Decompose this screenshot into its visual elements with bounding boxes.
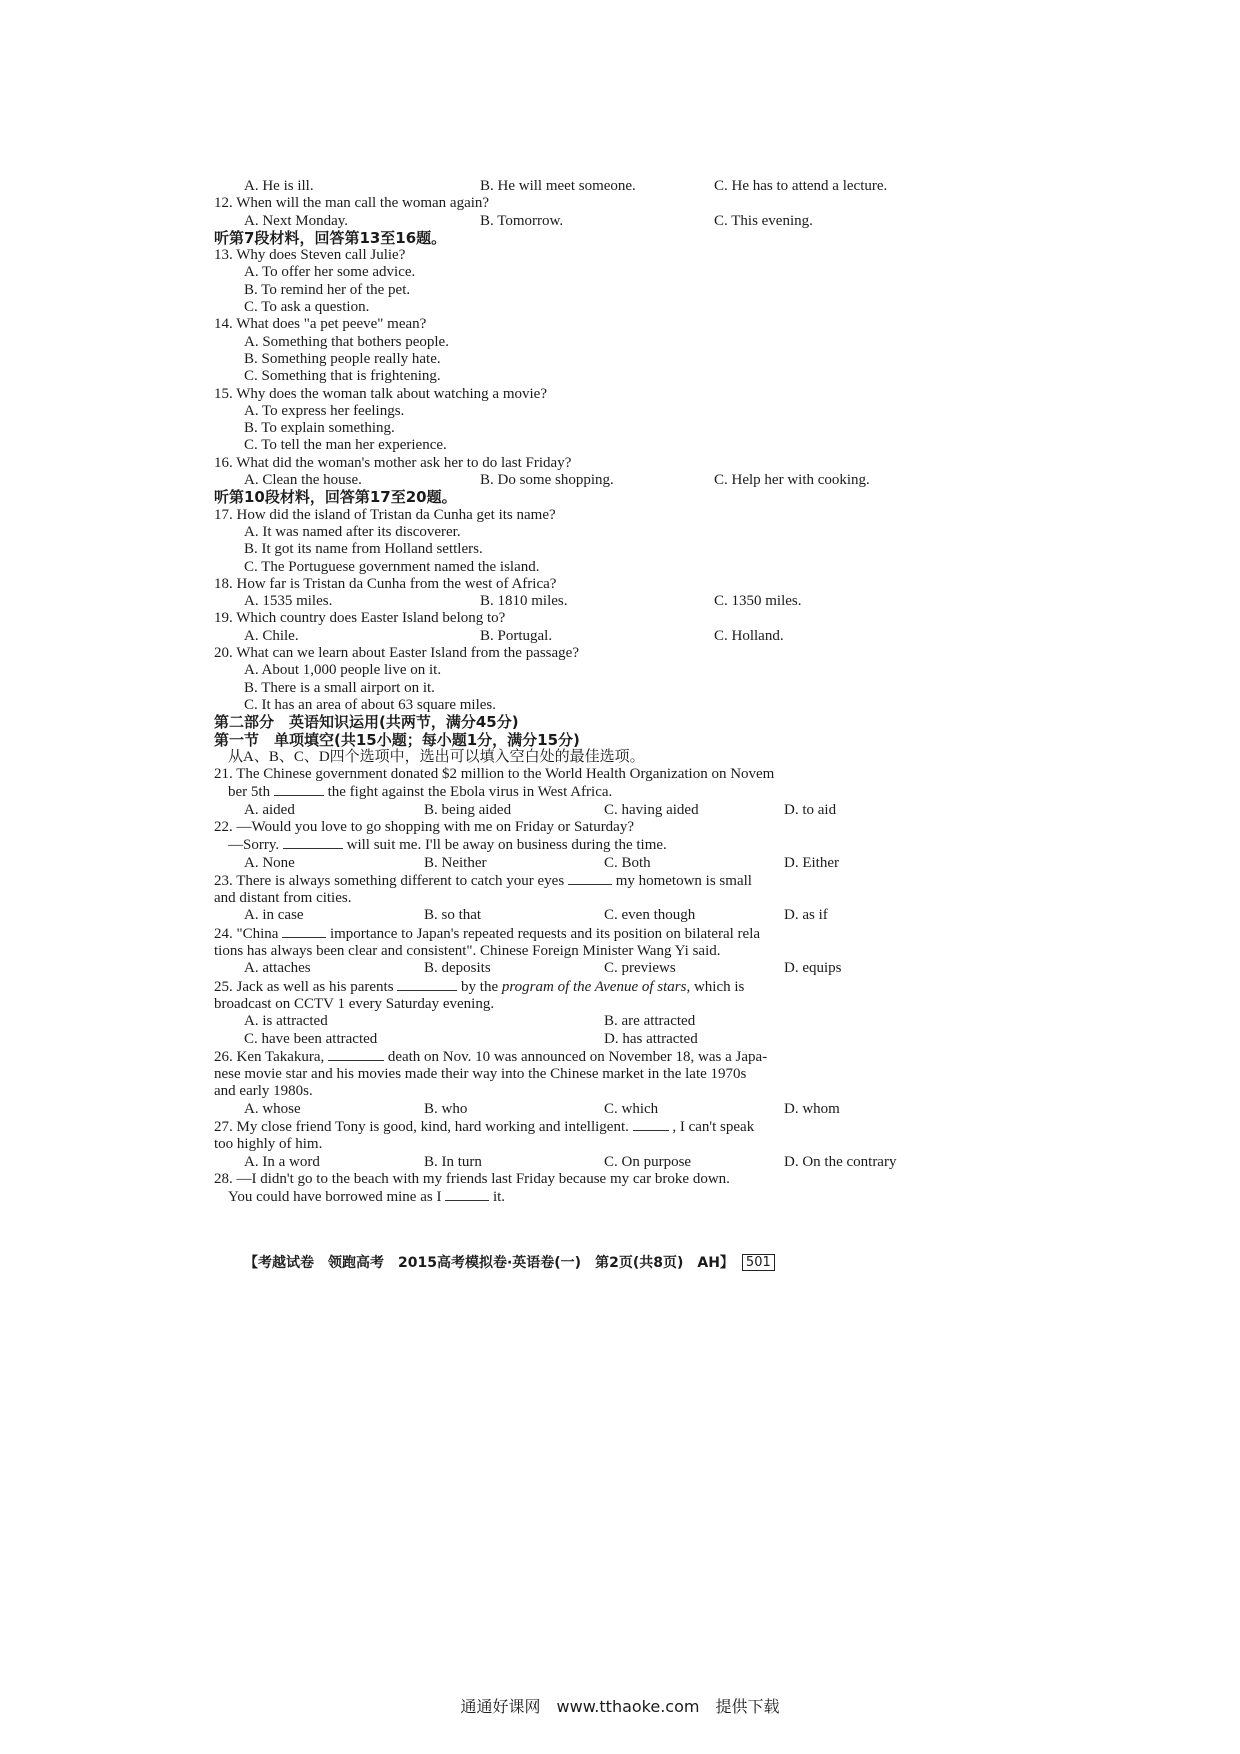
option-a: A. in case [244,907,304,924]
answer-blank [328,1048,384,1061]
question-20: 20. What can we learn about Easter Island from the passage? [214,645,579,662]
answer-blank [283,836,343,849]
option-a: A. It was named after its discoverer. [244,523,461,540]
text: 26. Ken Takakura, [214,1048,325,1065]
option-a: A. is attracted [244,1013,328,1030]
option-c: C. This evening. [714,212,813,229]
option-c: C. To tell the man her experience. [244,437,447,454]
option-c: C. The Portuguese government named the island. [244,558,540,575]
option-a: A. whose [244,1100,301,1117]
text: it. [492,1189,506,1206]
question-21-line-2 [214,783,934,801]
option-d: D. Either [784,854,839,871]
footer-text: 【考越试卷 领跑高考 2015高考模拟卷·英语卷(一) 第2页(共8页) AH】 [244,1255,734,1271]
option-d: D. has attracted [604,1030,698,1047]
question-15: 15. Why does the woman talk about watching a movie? [214,385,547,402]
option-b: B. Tomorrow. [480,212,564,229]
q25-options-row-2 [214,1031,934,1048]
question-26-line-1 [214,1048,934,1066]
text: my hometown is small [615,872,752,889]
exam-content [214,178,934,1207]
option-d: D. to aid [784,801,837,818]
question-17: 17. How did the island of Tristan da Cunha get its name? [214,506,556,523]
question-19: 19. Which country does Easter Island belong to? [214,610,506,627]
option-a: A. To express her feelings. [244,402,405,419]
option-c: C. It has an area of about 63 square miles. [244,696,497,713]
question-25-line-2: broadcast on CCTV 1 every Saturday evening. [214,995,495,1012]
question-26-line-2: nese movie star and his movies made their way into the Chinese market in the late 1970s [214,1066,747,1083]
part-two-section-one-heading: 第一节 单项填空(共15小题；每小题1分，满分15分) [214,730,580,749]
option-a: A. Chile. [244,627,299,644]
question-24-line-2: tions has always been clear and consistent". Chinese Foreign Minister Wang Yi said. [214,943,721,960]
question-22-line-1: 22. —Would you love to go shopping with me on Friday or Saturday? [214,818,634,835]
answer-blank [568,872,612,885]
answer-blank [445,1188,489,1201]
question-18: 18. How far is Tristan da Cunha from the west of Africa? [214,575,557,592]
answer-blank [397,978,457,991]
option-c: C. 1350 miles. [714,593,802,610]
option-b: B. It got its name from Holland settlers. [244,541,483,558]
text: will suit me. I'll be away on business during the time. [346,837,667,854]
section-heading-13-16: 听第7段材料，回答第13至16题。 [214,228,447,247]
option-d: D. as if [784,907,828,924]
question-14: 14. What does "a pet peeve" mean? [214,316,427,333]
q24-options [214,960,934,977]
option-b: B. Neither [424,854,487,871]
q23-options [214,907,934,924]
q12-options [214,213,934,230]
option-c: C. having aided [604,801,699,818]
option-a: A. aided [244,801,295,818]
option-b: B. deposits [424,960,491,977]
program-title: program of the Avenue of stars [501,978,687,995]
q26-options [214,1101,934,1118]
question-23-line-2: and distant from cities. [214,890,352,907]
option-a: A. 1535 miles. [244,593,333,610]
option-b: B. He will meet someone. [480,178,636,194]
q22-options [214,855,934,872]
option-a: A. About 1,000 people live on it. [244,662,442,679]
option-c: C. Help her with cooking. [714,472,870,489]
option-b: B. so that [424,907,482,924]
answer-blank [274,783,324,796]
option-a: A. attaches [244,960,311,977]
question-26-line-3: and early 1980s. [214,1083,313,1100]
answer-blank [633,1118,669,1131]
text: the fight against the Ebola virus in West Africa. [327,784,613,801]
option-a: A. None [244,854,295,871]
q25-options-row-1 [214,1013,934,1030]
text: by the [461,978,499,995]
option-b: B. are attracted [604,1013,696,1030]
text: —Sorry. [228,837,280,854]
q11-options [214,178,934,195]
option-d: D. On the contrary [784,1153,897,1170]
text: importance to Japan's repeated requests and its position on bilateral rela [329,925,761,942]
text: ber 5th [228,784,271,801]
text: 24. "China [214,925,279,942]
question-23-line-1 [214,872,934,890]
q19-options [214,628,934,645]
option-d: D. equips [784,960,842,977]
q18-options [214,593,934,610]
question-27-line-2: too highly of him. [214,1136,323,1153]
q21-options [214,802,934,819]
option-c: C. previews [604,960,676,977]
option-c: C. have been attracted [244,1030,378,1047]
option-b: B. Do some shopping. [480,472,614,489]
option-a: A. Next Monday. [244,212,349,229]
option-b: B. 1810 miles. [480,593,568,610]
option-c: C. To ask a question. [244,299,370,316]
option-b: B. There is a small airport on it. [244,679,435,696]
question-25-line-1 [214,978,934,996]
option-c: C. On purpose [604,1153,692,1170]
part-two-instructions: 从A、B、C、D四个选项中，选出可以填入空白处的最佳选项。 [228,748,645,765]
option-a: A. To offer her some advice. [244,264,416,281]
option-b: B. To explain something. [244,420,395,437]
option-c: C. Both [604,854,651,871]
part-two-heading: 第二部分 英语知识运用(共两节，满分45分) [214,713,519,732]
option-b: B. To remind her of the pet. [244,281,411,298]
option-b: B. Portugal. [480,627,553,644]
text: death on Nov. 10 was announced on November 18, was a Japa- [387,1048,768,1065]
option-c: C. Something that is frightening. [244,368,441,385]
text: You could have borrowed mine as I [228,1189,442,1206]
text: 27. My close friend Tony is good, kind, hard working and intelligent. [214,1119,629,1136]
q16-options [214,472,934,489]
option-b: B. who [424,1100,468,1117]
text: 25. Jack as well as his parents [214,978,394,995]
question-28-line-2 [214,1188,934,1206]
text: , I can't speak [672,1119,755,1136]
option-b: B. In turn [424,1153,482,1170]
option-c: C. even though [604,907,696,924]
option-c: C. He has to attend a lecture. [714,178,888,194]
download-source-line: 通通好课网 www.tthaoke.com 提供下载 [460,1697,780,1716]
question-27-line-1 [214,1118,934,1136]
text: 23. There is always something different to catch your eyes [214,872,565,889]
q27-options [214,1154,934,1171]
option-c: C. Holland. [714,627,784,644]
text: , which is [686,978,745,995]
section-heading-17-20: 听第10段材料，回答第17至20题。 [214,488,457,507]
answer-blank [282,925,326,938]
page-footer [244,1252,934,1272]
question-24-line-1 [214,925,934,943]
question-28-line-1: 28. —I didn't go to the beach with my friends last Friday because my car broke down. [214,1170,730,1187]
option-a: A. Something that bothers people. [244,333,449,350]
option-c: C. which [604,1100,659,1117]
question-16: 16. What did the woman's mother ask her to do last Friday? [214,454,572,471]
option-d: D. whom [784,1100,840,1117]
page-number-box: 501 [742,1254,775,1271]
question-21-line-1: 21. The Chinese government donated $2 million to the World Health Organization on Novem [214,766,775,783]
option-a: A. He is ill. [244,178,314,194]
question-12: 12. When will the man call the woman again? [214,195,490,212]
question-22-line-2 [214,836,934,854]
question-13: 13. Why does Steven call Julie? [214,247,406,264]
option-a: A. Clean the house. [244,472,362,489]
option-b: B. Something people really hate. [244,350,441,367]
option-b: B. being aided [424,801,512,818]
option-a: A. In a word [244,1153,320,1170]
